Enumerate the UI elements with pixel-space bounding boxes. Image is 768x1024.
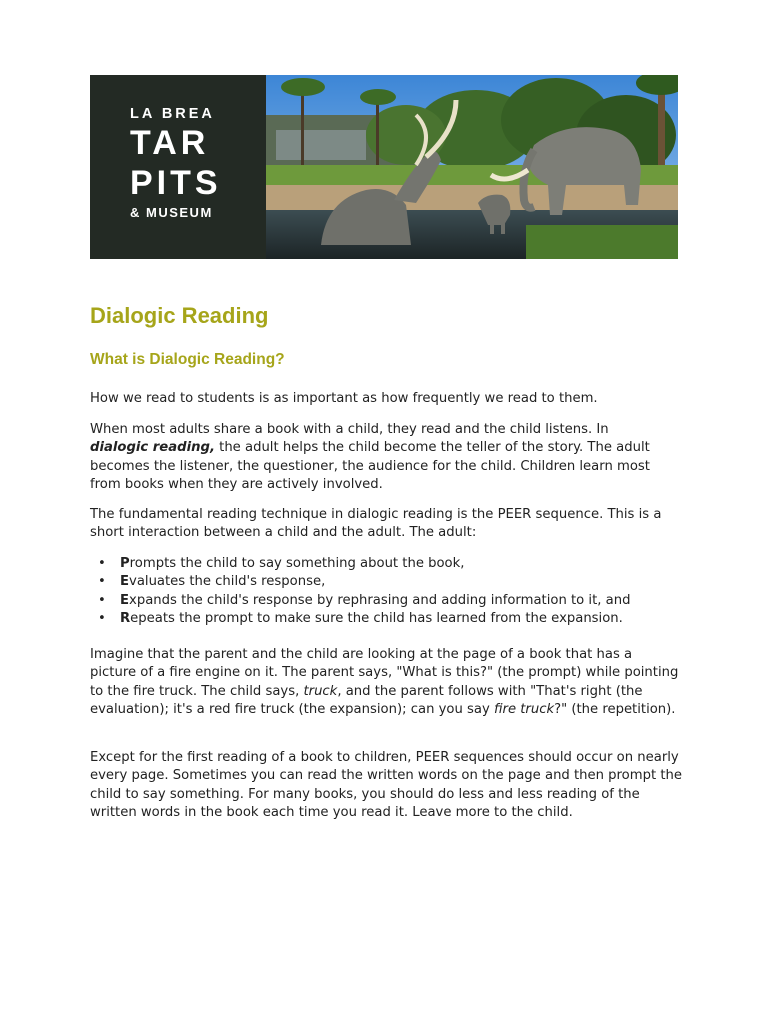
logo-line-pits: PITS xyxy=(130,164,222,202)
section-heading: What is Dialogic Reading? xyxy=(90,351,285,368)
list-item: • Prompts the child to say something about the book, xyxy=(90,555,682,573)
museum-logo xyxy=(90,75,266,259)
list-item: • Evaluates the child's response, xyxy=(90,573,682,591)
dialogic-reading-term: dialogic reading, xyxy=(90,440,215,456)
page-title: Dialogic Reading xyxy=(90,303,269,328)
logo-line-la-brea: LA BREA xyxy=(130,106,215,122)
intro-paragraph: How we read to students is as important as how frequently we read to them. xyxy=(90,391,598,406)
definition-paragraph: When most adults share a book with a child, they read and the child listens. In dialogic reading, the adult helps the child become the teller of the story. The adult becomes the listener, the questioner, the audience for the child. Children learn most from books when they are actively involved. xyxy=(90,422,650,492)
logo-line-tar: TAR xyxy=(130,124,210,162)
mammoth-lake-photo xyxy=(266,75,678,259)
list-item: • Repeats the prompt to make sure the child has learned from the expansion. xyxy=(90,610,682,628)
list-item: • Expands the child's response by rephrasing and adding information to it, and xyxy=(90,592,682,610)
closing-paragraph: Except for the first reading of a book to children, PEER sequences should occur on nearly every page. Sometimes you can read the written words on the page and then prompt the child to say something. For many books, you should do less and less reading of the written words in the book each time you read it. Leave more to the child. xyxy=(90,750,682,820)
example-paragraph: Imagine that the parent and the child are looking at the page of a book that has a picture of a fire engine on it. The parent says, "What is this?" (the prompt) while pointing to the fire truck. The child says, truck, and the parent follows with "That's right (the evaluation); it's a red fire truck (the expansion); can you say fire truck?" (the repetition). xyxy=(90,647,679,717)
technique-paragraph: The fundamental reading technique in dialogic reading is the PEER sequence. This is a short interaction between a child and the adult. The adult: xyxy=(90,507,662,541)
header-banner xyxy=(90,75,678,259)
peer-sequence-list xyxy=(90,555,682,628)
logo-line-museum: & MUSEUM xyxy=(130,205,213,220)
